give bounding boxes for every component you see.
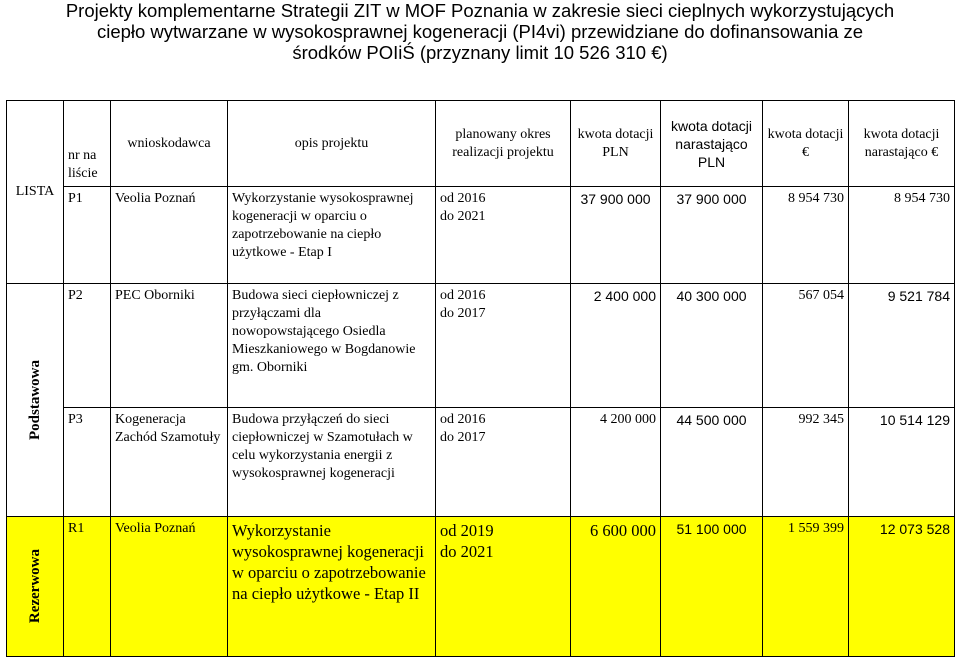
row-period [436,517,571,657]
header-lista [7,101,64,284]
header-lista-label: LISTA [15,184,55,199]
header-grant-pln [571,101,661,187]
group-reserve-label: Rezerwowa [27,549,43,624]
row-grant-pln: 4 200 000 [571,408,661,517]
row-description: Wykorzystanie wysokosprawnej kogeneracji w oparciu o zapotrzebowanie na ciepło użytkowe - Etap I [228,187,436,284]
row-grant-eur: 567 054 [763,284,849,408]
row-applicant: Kogeneracja Zachód Szamotuły [111,408,228,517]
table-row-reserve [7,517,955,657]
header-applicant [111,101,228,187]
row-grant-eur: 992 345 [763,408,849,517]
period-from: od 2016 [440,191,486,206]
period-to: do 2017 [440,430,486,445]
group-basic-label: Podstawowa [27,359,43,440]
row-cumulative-eur: 10 514 129 [849,408,955,517]
row-cumulative-eur: 8 954 730 [849,187,955,284]
row-grant-eur: 1 559 399 [763,517,849,657]
header-cumulative-pln [661,101,763,187]
header-cumulative-pln-label: kwota dotacji narastająco PLN [671,117,752,170]
group-basic [7,284,64,517]
row-applicant: Veolia Poznań [111,517,228,657]
document-title [0,0,960,63]
period-to: do 2017 [440,306,486,321]
row-cumulative-pln: 40 300 000 [661,284,763,408]
row-nr: P3 [64,408,111,517]
group-reserve [7,517,64,657]
period-to: do 2021 [440,542,494,561]
row-grant-pln: 37 900 000 [571,187,661,284]
header-cumulative-eur [849,101,955,187]
row-description: Budowa przyłączeń do sieci ciepłowniczej w Szamotułach w celu wykorzystania energii z wysokosprawnej kogeneracji [228,408,436,517]
header-applicant-label: wnioskodawca [127,135,211,151]
header-description-label: opis projektu [294,135,369,151]
header-nr [64,101,111,187]
row-description: Budowa sieci ciepłowniczej z przyłączami dla nowopowstającego Osiedla Mieszkaniowego w Bogdanowie gm. Oborniki [228,284,436,408]
row-period [436,284,571,408]
row-applicant: Veolia Poznań [111,187,228,284]
header-row [7,101,955,187]
row-period [436,187,571,284]
row-nr: P2 [64,284,111,408]
period-from: od 2016 [440,288,486,303]
row-description: Wykorzystanie wysokosprawnej kogeneracji w oparciu o zapotrzebowanie na ciepło użytkowe - Etap II [228,517,436,657]
title-line-3: środków POIiŚ (przyznany limit 10 526 310 €) [292,42,668,63]
table-row [7,408,955,517]
header-period [436,101,571,187]
header-cumulative-eur-label: kwota dotacji narastająco € [863,126,940,160]
row-cumulative-eur: 9 521 784 [849,284,955,408]
header-grant-eur-label: kwota dotacji € [767,126,844,160]
period-from: od 2016 [440,412,486,427]
header-grant-pln-label: kwota dotacji PLN [577,126,654,160]
projects-table [6,100,955,657]
row-cumulative-eur: 12 073 528 [849,517,955,657]
header-nr-label: nr na liście [68,148,98,181]
title-line-1: Projekty komplementarne Strategii ZIT w MOF Poznania w zakresie sieci cieplnych wykorzystujących [65,0,895,21]
row-grant-pln: 2 400 000 [571,284,661,408]
row-cumulative-pln: 51 100 000 [661,517,763,657]
title-line-2: ciepło wytwarzane w wysokosprawnej kogeneracji (PI4vi) przewidziane do dofinansowania ze [96,21,864,42]
row-period [436,408,571,517]
header-grant-eur [763,101,849,187]
header-description [228,101,436,187]
header-period-label: planowany okres realizacji projektu [452,126,554,160]
table-row [7,187,955,284]
table-row [7,284,955,408]
row-nr: P1 [64,187,111,284]
row-cumulative-pln: 44 500 000 [661,408,763,517]
row-applicant: PEC Oborniki [111,284,228,408]
row-nr: R1 [64,517,111,657]
row-grant-pln: 6 600 000 [571,517,661,657]
period-from: od 2019 [440,521,494,540]
row-cumulative-pln: 37 900 000 [661,187,763,284]
period-to: do 2021 [440,209,486,224]
row-grant-eur: 8 954 730 [763,187,849,284]
